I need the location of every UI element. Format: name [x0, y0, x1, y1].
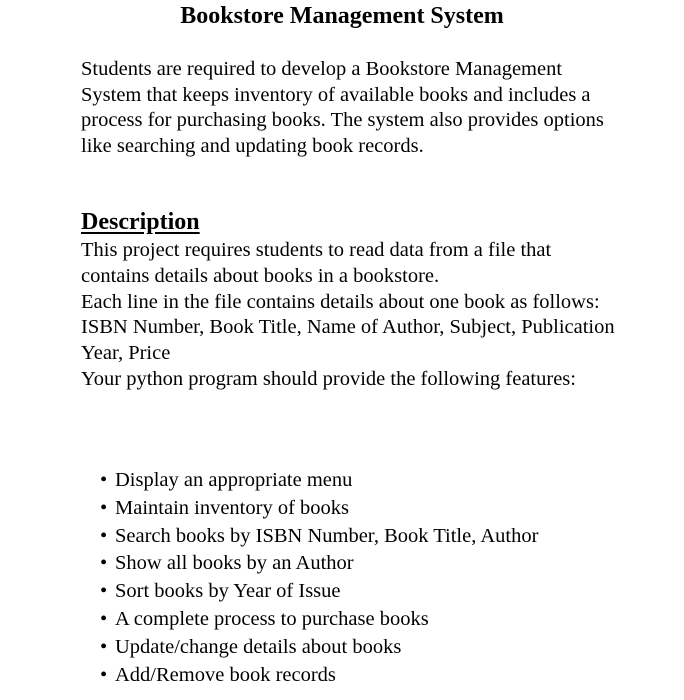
- description-paragraph: ISBN Number, Book Title, Name of Author, Subject, Publication Year, Price: [81, 316, 615, 365]
- bullet-icon: •: [100, 580, 108, 603]
- bullet-icon: •: [100, 496, 108, 519]
- document-title: Bookstore Management System: [180, 3, 504, 29]
- feature-text: Search books by ISBN Number, Book Title, Author: [115, 524, 539, 547]
- bullet-icon: •: [100, 469, 108, 491]
- bullet-icon: •: [100, 552, 108, 575]
- feature-text: Sort books by Year of Issue: [115, 580, 341, 603]
- feature-text: A complete process to purchase books: [115, 607, 429, 630]
- description-paragraph: Your python program should provide the following features:: [81, 367, 576, 390]
- features-list: [99, 467, 538, 689]
- feature-item: [99, 550, 538, 578]
- feature-item: [99, 606, 538, 634]
- feature-text: Update/change details about books: [115, 635, 402, 658]
- feature-item: [99, 578, 538, 606]
- intro-paragraph: Students are required to develop a Bookstore Management System that keeps inventory of available books and includes a process for purchasing books. The system also provides options like searching and updating book records.: [81, 58, 604, 157]
- feature-item: [99, 523, 538, 551]
- feature-item: [99, 467, 538, 495]
- bullet-icon: •: [100, 524, 108, 547]
- description-body: [81, 238, 621, 393]
- feature-item: [99, 634, 538, 662]
- feature-item: [99, 662, 538, 690]
- bullet-icon: •: [100, 607, 108, 630]
- bullet-icon: •: [100, 635, 108, 658]
- feature-text: Display an appropriate menu: [115, 469, 353, 491]
- bullet-icon: •: [100, 663, 108, 686]
- description-paragraph: Each line in the file contains details about one book as follows:: [81, 290, 600, 313]
- description-heading: Description: [81, 209, 200, 235]
- feature-text: Maintain inventory of books: [115, 496, 350, 519]
- feature-text: Show all books by an Author: [115, 552, 354, 575]
- description-paragraph: This project requires students to read data from a file that contains details about books in a bookstore.: [81, 239, 552, 287]
- feature-item: [99, 495, 538, 523]
- feature-text: Add/Remove book records: [115, 663, 336, 686]
